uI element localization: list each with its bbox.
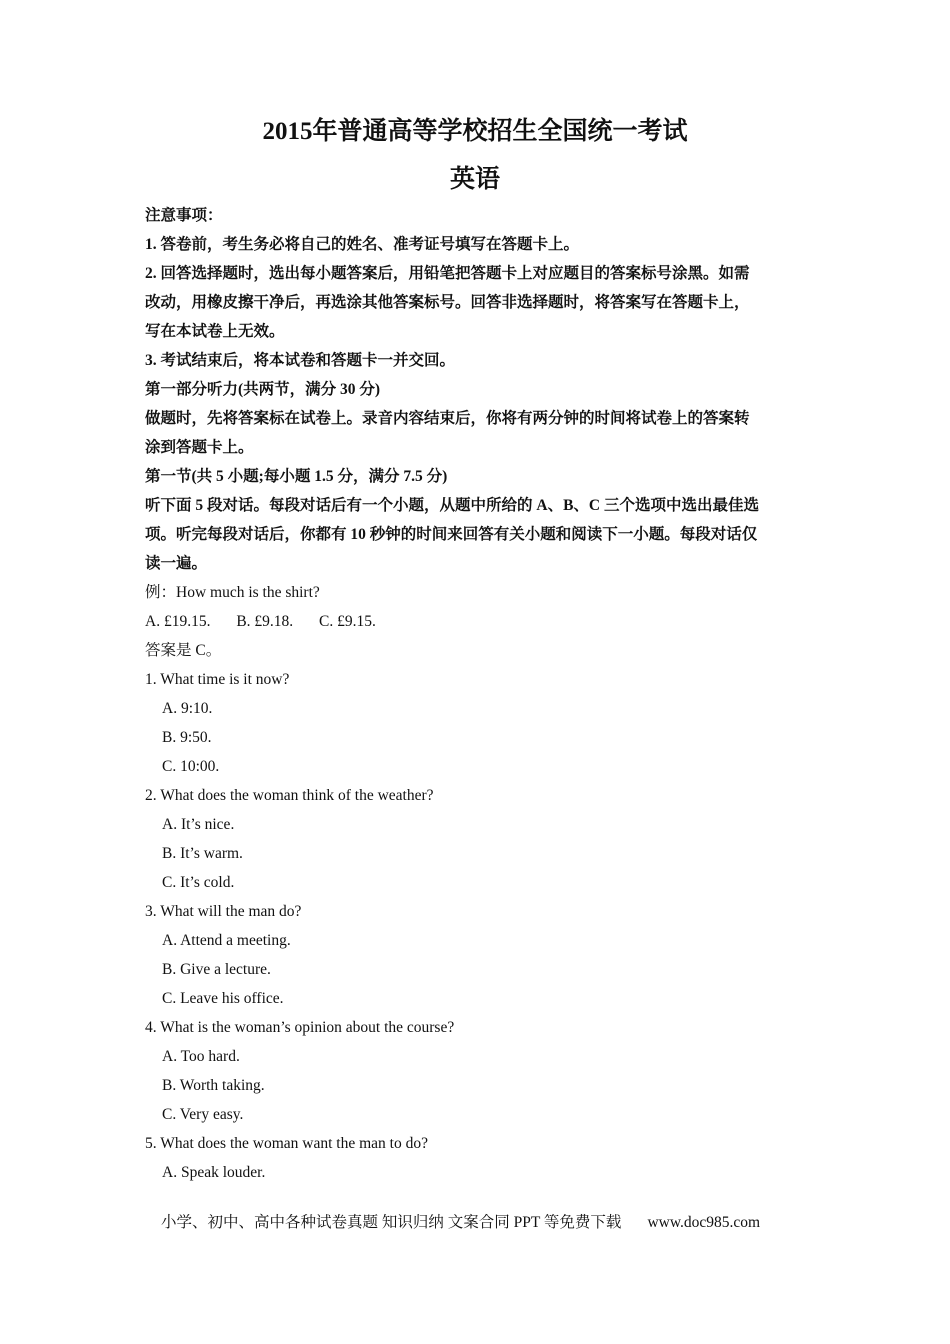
question-4: 4. What is the woman’s opinion about the course? xyxy=(145,1019,455,1036)
example-option-c: C. £9.15. xyxy=(319,613,376,630)
exam-body xyxy=(145,201,810,1187)
footer-url: www.doc985.com xyxy=(647,1214,761,1231)
question-4-option-a: A. Too hard. xyxy=(162,1048,240,1065)
question-1-option-a: A. 9:10. xyxy=(162,700,213,717)
part1-heading: 第一部分听力(共两节，满分 30 分) xyxy=(145,381,381,398)
part1-instruction-line-2: 涂到答题卡上。 xyxy=(145,439,254,456)
question-2-option-a: A. It’s nice. xyxy=(162,816,235,833)
question-5: 5. What does the woman want the man to do? xyxy=(145,1135,428,1152)
section1-heading: 第一节(共 5 小题;每小题 1.5 分，满分 7.5 分) xyxy=(145,468,448,485)
question-2-option-b: B. It’s warm. xyxy=(162,845,243,862)
question-1-option-b: B. 9:50. xyxy=(162,729,212,746)
question-3-option-c: C. Leave his office. xyxy=(162,990,284,1007)
notice-heading: 注意事项： xyxy=(145,207,223,224)
question-5-option-a: A. Speak louder. xyxy=(162,1164,266,1181)
example-option-b: B. £9.18. xyxy=(236,613,294,630)
question-2: 2. What does the woman think of the weather? xyxy=(145,787,434,804)
notice-item-1: 1. 答卷前，考生务必将自己的姓名、准考证号填写在答题卡上。 xyxy=(145,236,580,253)
question-4-option-b: B. Worth taking. xyxy=(162,1077,265,1094)
part1-instruction-line-1: 做题时，先将答案标在试卷上。录音内容结束后，你将有两分钟的时间将试卷上的答案转 xyxy=(145,410,750,427)
section1-instruction-line-2: 项。听完每段对话后，你都有 10 秒钟的时间来回答有关小题和阅读下一小题。每段对话仅 xyxy=(145,526,758,543)
question-2-option-c: C. It’s cold. xyxy=(162,874,235,891)
example-answer: 答案是 C。 xyxy=(145,642,222,659)
question-3-option-b: B. Give a lecture. xyxy=(162,961,271,978)
section1-instruction-line-3: 读一遍。 xyxy=(145,555,208,572)
question-3: 3. What will the man do? xyxy=(145,903,302,920)
example-options xyxy=(145,607,810,636)
question-1-option-c: C. 10:00. xyxy=(162,758,220,775)
question-3-option-a: A. Attend a meeting. xyxy=(162,932,291,949)
notice-item-2-line-2: 改动，用橡皮擦干净后，再选涂其他答案标号。回答非选择题时，将答案写在答题卡上， xyxy=(145,294,750,311)
notice-item-2-line-1: 2. 回答选择题时，选出每小题答案后，用铅笔把答题卡上对应题目的答案标号涂黑。如需 xyxy=(145,265,750,282)
page-footer xyxy=(161,1211,760,1235)
notice-item-2-line-3: 写在本试卷上无效。 xyxy=(145,323,285,340)
section1-instruction-line-1: 听下面 5 段对话。每段对话后有一个小题，从题中所给的 A、B、C 三个选项中选出最佳选 xyxy=(145,497,759,514)
question-4-option-c: C. Very easy. xyxy=(162,1106,244,1123)
footer-text: 小学、初中、高中各种试卷真题 知识归纳 文案合同 PPT 等免费下载 xyxy=(161,1214,622,1231)
exam-subject: 英语 xyxy=(449,166,500,193)
notice-item-3: 3. 考试结束后，将本试卷和答题卡一并交回。 xyxy=(145,352,456,369)
exam-title: 2015年普通高等学校招生全国统一考试 xyxy=(262,118,688,145)
example-option-a: A. £19.15. xyxy=(145,613,211,630)
example-question: 例：How much is the shirt? xyxy=(145,584,320,601)
question-1: 1. What time is it now? xyxy=(145,671,290,688)
